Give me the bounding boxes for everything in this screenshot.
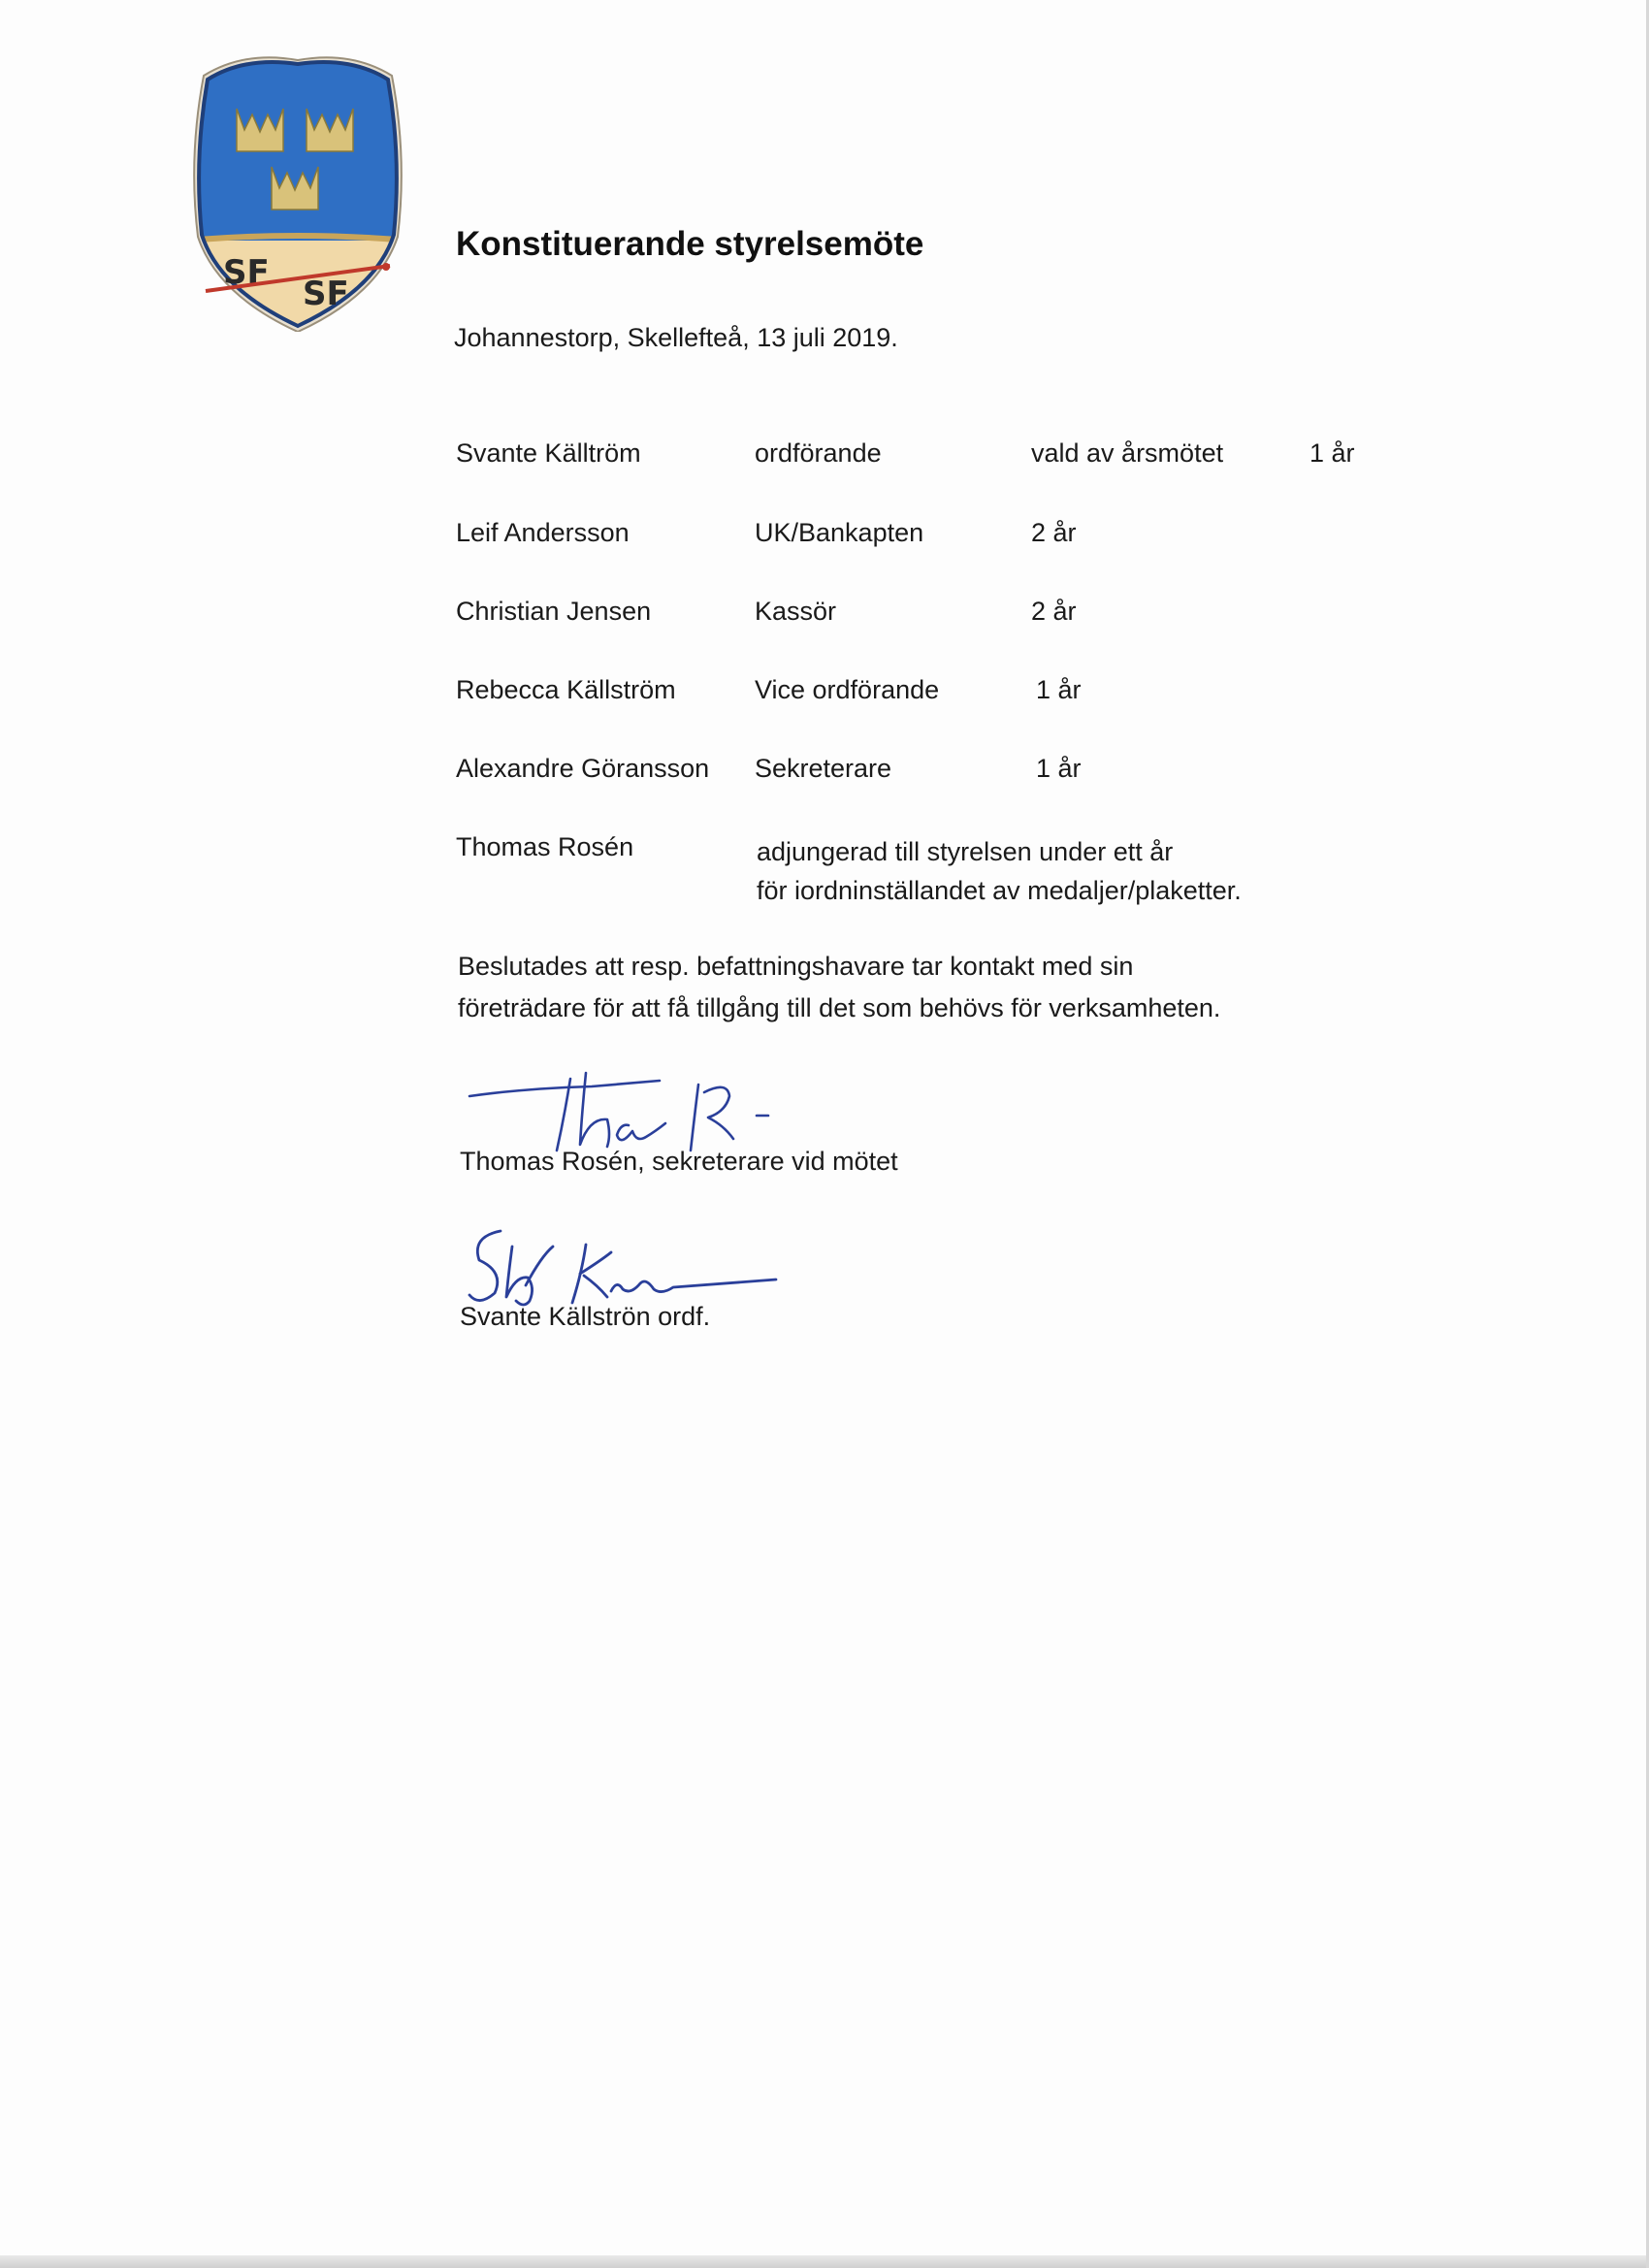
member-name: Svante Källtröm [456,438,641,468]
member-term: 2 år [1031,597,1077,626]
member-name: Alexandre Göransson [456,754,710,783]
decision-paragraph [458,946,1220,1029]
member-term: 2 år [1031,518,1077,547]
board-row-chair [0,438,1649,471]
adjunct-role-line-1: adjungerad till styrelsen under ett år [757,837,1174,866]
scan-bottom-edge [0,2255,1649,2268]
board-row-secretary [0,754,1649,787]
chair-handwritten-signature [466,1217,795,1314]
emblem-letters-right: SF [303,275,349,313]
member-term: vald av årsmötet [1031,438,1224,468]
member-term: 1 år [1036,675,1082,704]
member-role: Sekreterare [755,754,892,783]
board-row-treasurer [0,597,1649,630]
member-name: Christian Jensen [456,597,652,626]
decision-line-1: Beslutades att resp. befattningshavare tar kontakt med sin [458,952,1134,981]
member-name: Rebecca Källström [456,675,676,704]
board-row-vice-chair [0,675,1649,708]
member-term: 1 år [1036,754,1082,783]
member-role: Vice ordförande [755,675,940,704]
member-role: ordförande [755,438,882,468]
adjunct-role-description [757,832,1242,910]
place-and-date: Johannestorp, Skellefteå, 13 juli 2019. [454,323,898,352]
chair-signature-caption: Svante Källströn ordf. [460,1302,711,1331]
board-row-uk [0,518,1649,551]
emblem-letters-left: SF [223,253,270,292]
member-role: Kassör [755,597,837,626]
club-emblem-logo [186,50,409,332]
member-name: Leif Andersson [456,518,630,547]
member-term-length: 1 år [1310,438,1355,468]
member-role: UK/Bankapten [755,518,924,547]
secretary-signature-caption: Thomas Rosén, sekreterare vid mötet [460,1147,898,1176]
member-name: Thomas Rosén [456,832,634,861]
adjunct-role-line-2: för iordninställandet av medaljer/plaketter. [757,876,1242,905]
document-title: Konstituerande styrelsemöte [456,225,924,263]
decision-line-2: företrädare för att få tillgång till det som behövs för verksamheten. [458,993,1221,1022]
